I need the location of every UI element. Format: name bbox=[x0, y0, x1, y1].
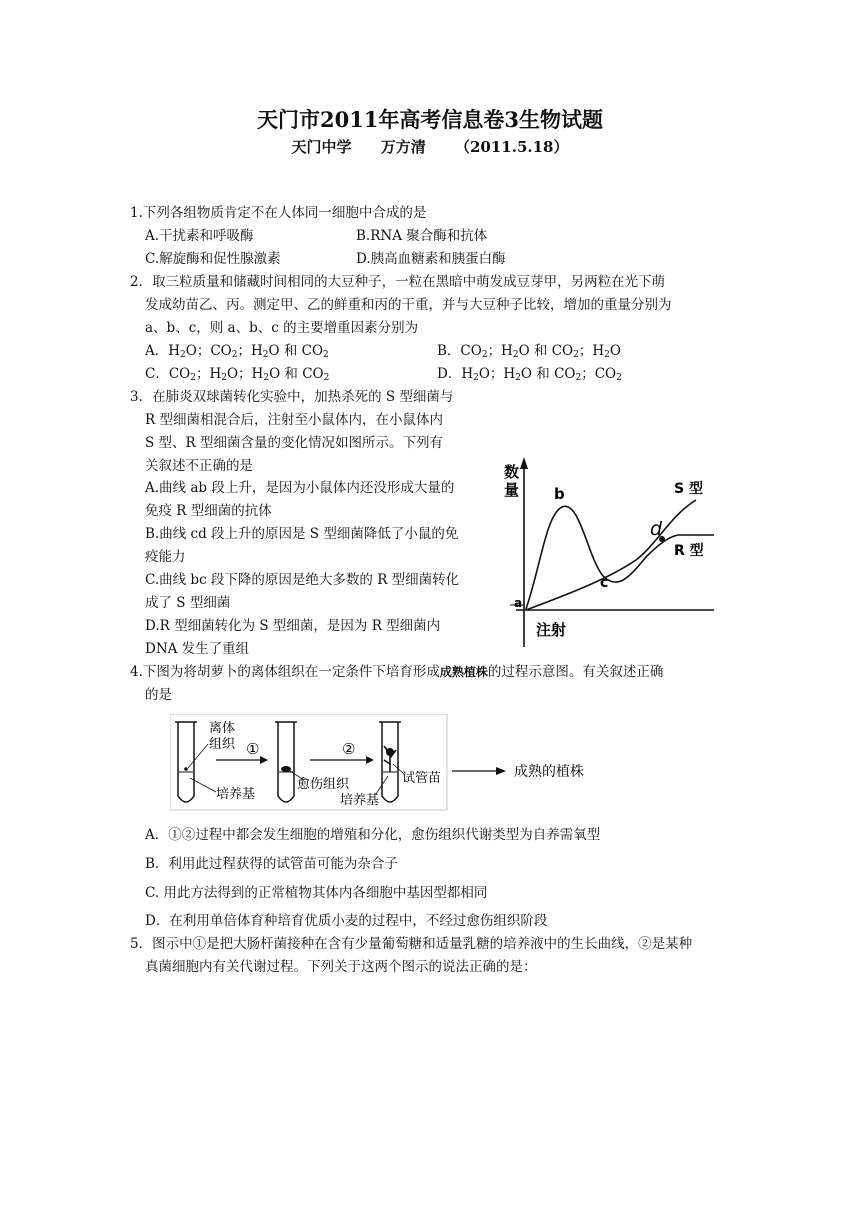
q2-stem-line3: a、b、c，则 a、b、c 的主要增重因素分别为 bbox=[145, 320, 419, 336]
q3-stem-line1: 3．在肺炎双球菌转化实验中，加热杀死的 S 型细菌与 bbox=[130, 389, 454, 405]
point-b-label: b bbox=[554, 485, 565, 503]
q3-stem-line3: S 型、R 型细菌含量的变化情况如图所示。下列有 bbox=[145, 435, 443, 451]
q2-option-d: D．$H_2O$；$H_2O$ 和 $CO_2$；$CO_2$ bbox=[437, 366, 622, 383]
test-tube-2 bbox=[278, 722, 294, 802]
q3-stem-line2: R 型细菌相混合后，注射至小鼠体内，在小鼠体内 bbox=[145, 412, 443, 428]
q2-stem-line2: 发成幼苗乙、丙。测定甲、乙的鲜重和丙的干重，并与大豆种子比较，增加的重量分别为 bbox=[145, 297, 672, 313]
s-type-curve bbox=[526, 500, 696, 610]
q1-stem: 1.下列各组物质肯定不在人体同一细胞中合成的是 bbox=[130, 205, 427, 221]
callus-tissue bbox=[281, 766, 291, 772]
q3-option-a-line2: 免疫 R 型细菌的抗体 bbox=[145, 503, 272, 519]
q1-option-c: C.解旋酶和促性腺激素 bbox=[145, 251, 281, 267]
tissue-label-2: 组织 bbox=[209, 737, 236, 752]
mature-plant-label: 成熟的植株 bbox=[514, 764, 584, 780]
step-1-label: ① bbox=[246, 740, 260, 758]
q4-stem-pre: 4.下图为将胡萝卜的离体组织在一定条件下培育形成 bbox=[130, 664, 440, 680]
q2-option-c: C．$CO_2$；$H_2O$；$H_2O$ 和 $CO_2$ bbox=[145, 366, 330, 383]
test-tube-1 bbox=[178, 722, 194, 802]
q2-option-b: B．$CO_2$；$H_2O$ 和 $CO_2$；$H_2O$ bbox=[437, 343, 621, 360]
tissue-culture-figure bbox=[170, 714, 630, 814]
q4-stem-line2: 的是 bbox=[145, 687, 172, 703]
medium-label-1: 培养基 bbox=[216, 787, 256, 802]
point-d-label: d bbox=[650, 518, 663, 540]
q4-stem-mid: 成熟植株 bbox=[439, 665, 488, 679]
q3-option-b-line2: 疫能力 bbox=[145, 549, 186, 565]
r-type-label: R 型 bbox=[674, 543, 704, 559]
author-name: 万方清 bbox=[380, 138, 426, 156]
q5-stem-line2: 真菌细胞内有关代谢过程。下列关于这两个图示的说法正确的是： bbox=[145, 959, 537, 975]
q4-option-a: A．①②过程中都会发生细胞的增殖和分化，愈伤组织代谢类型为自养需氧型 bbox=[145, 827, 601, 843]
plantlet-label: 试管苗 bbox=[402, 771, 442, 786]
school-name: 天门中学 bbox=[291, 138, 352, 156]
exam-date: （2011.5.18） bbox=[454, 138, 569, 156]
q3-stem-line4: 关叙述不正确的是 bbox=[145, 458, 253, 474]
q3-option-a-line1: A.曲线 ab 段上升，是因为小鼠体内还没形成大量的 bbox=[145, 480, 455, 496]
y-label-1: 数 bbox=[504, 463, 520, 481]
tissue-label-1: 离体 bbox=[209, 721, 236, 736]
q3-option-d-line2: DNA 发生了重组 bbox=[145, 641, 250, 657]
q5-stem-line1: 5．图示中①是把大肠杆菌接种在含有少量葡萄糖和适量乳糖的培养液中的生长曲线，②是某种 bbox=[130, 936, 693, 952]
callus-label: 愈伤组织 bbox=[297, 777, 350, 792]
step-2-label: ② bbox=[342, 740, 356, 758]
q1-option-b: B.RNA 聚合酶和抗体 bbox=[356, 228, 488, 244]
q1-option-a: A.干扰素和呼吸酶 bbox=[145, 228, 254, 244]
q4-stem-line1 bbox=[130, 663, 663, 681]
q4-option-c: C. 用此方法得到的正常植物其体内各细胞中基因型都相同 bbox=[145, 885, 488, 901]
point-a-label: a bbox=[514, 596, 523, 610]
q4-option-b: B．利用此过程获得的试管苗可能为杂合子 bbox=[145, 856, 398, 872]
medium-label-2: 培养基 bbox=[340, 793, 380, 808]
y-axis-arrow bbox=[520, 457, 528, 469]
q2-option-a: A．$H_2O$；$CO_2$；$H_2O$ 和 $CO_2$ bbox=[145, 343, 329, 360]
page-title: 天门市2011年高考信息卷3生物试题 bbox=[256, 107, 604, 132]
q4-stem-post: 的过程示意图。有关叙述正确 bbox=[487, 664, 664, 680]
q3-option-c-line2: 成了 S 型细菌 bbox=[145, 595, 231, 611]
point-c-label: c bbox=[600, 575, 609, 591]
x-label: 注射 bbox=[536, 621, 567, 639]
q3-option-d-line1: D.R 型细菌转化为 S 型细菌，是因为 R 型细菌内 bbox=[145, 618, 441, 634]
bacteria-curve-figure bbox=[496, 455, 721, 650]
explant-tissue bbox=[184, 767, 188, 771]
q2-stem-line1: 2．取三粒质量和储藏时间相同的大豆种子，一粒在黑暗中萌发成豆芽甲，另两粒在光下萌 bbox=[130, 274, 666, 290]
y-label-2: 量 bbox=[504, 481, 520, 499]
q3-option-b-line1: B.曲线 cd 段上升的原因是 S 型细菌降低了小鼠的免 bbox=[145, 526, 459, 542]
s-type-label: S 型 bbox=[674, 481, 703, 497]
q4-option-d: D．在利用单倍体育种培育优质小麦的过程中，不经过愈伤组织阶段 bbox=[145, 913, 548, 929]
page-subtitle bbox=[0, 136, 860, 157]
q1-option-d: D.胰高血糖素和胰蛋白酶 bbox=[356, 251, 506, 267]
q3-option-c-line1: C.曲线 bc 段下降的原因是绝大多数的 R 型细菌转化 bbox=[145, 572, 460, 588]
